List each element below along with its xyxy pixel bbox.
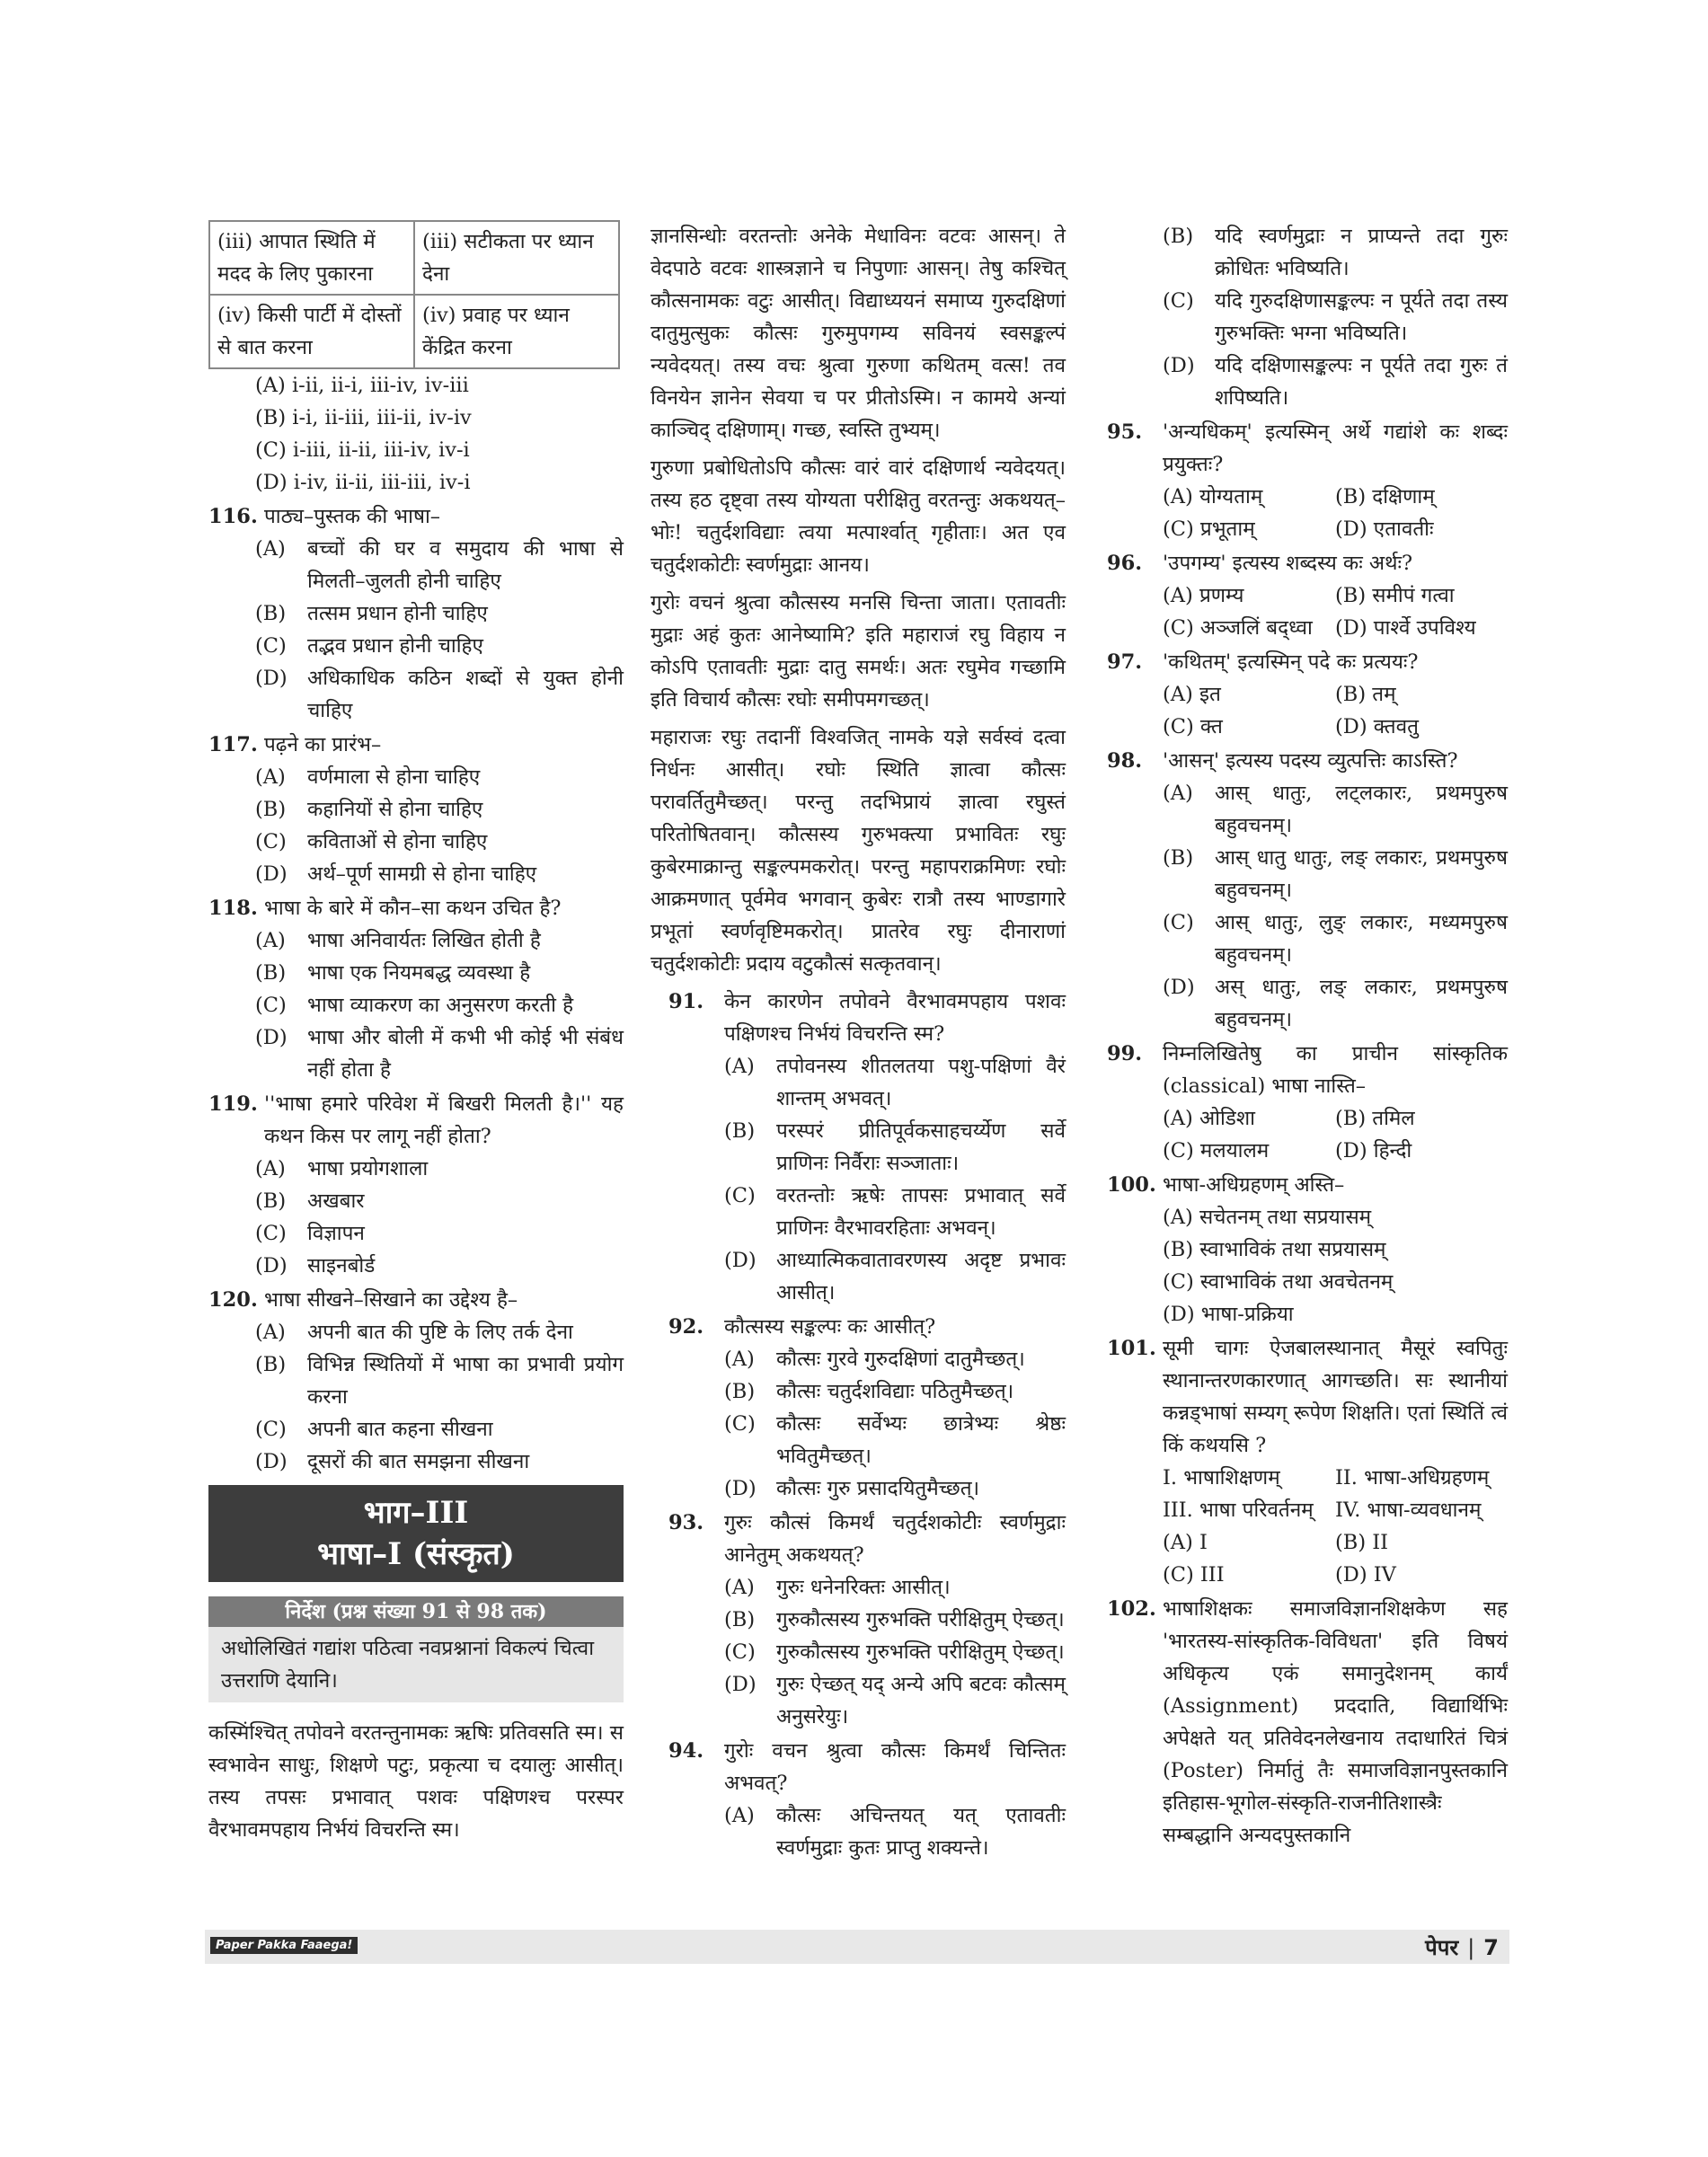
question-number: 92. [668,1315,704,1339]
passage-paragraph: गुरुणा प्रबोधितोऽपि कौत्सः वारं वारं दक्षिणार्थ न्यवेदयत्। तस्य हठ दृष्ट्वा तस्य योग्यता परीक्षितु वरतन्तुः अकथयत्–भोः! चतुर्दशविद्याः त्वया मत्पार्श्वात् गृहीताः। अत एव चतुर्दशकोटीः स्वर्णमुद्राः आनय। [650,456,1066,577]
section-subtitle: भाषा–I (संस्कृत) [317,1536,515,1572]
option [255,1217,624,1250]
option-label: (C) [255,1418,287,1441]
question-117 [208,729,624,761]
question-stem: 'अन्यधिकम्' इत्यस्मिन् अर्थे गद्यांशे कः शब्दः प्रयुक्तः? [1163,420,1508,476]
option [255,630,624,662]
question-number: 116. [208,505,258,528]
prev-options [208,369,624,499]
option-text: भाषा प्रयोगशाला [307,1157,429,1180]
footer-separator: | [1467,1935,1475,1960]
option-text: साइनबोर्ड [307,1254,376,1277]
question-100 [1107,1169,1508,1201]
option: (C) प्रभूताम् [1163,517,1255,541]
option: (A) प्रणम्य [1163,584,1244,607]
question-number: 117. [208,733,258,756]
section-title: भाग–III [363,1495,469,1531]
table-cell: (iv) प्रवाह पर ध्यान केंद्रित करना [414,295,619,368]
question-number: 120. [208,1288,258,1312]
option-label: (B) [1163,225,1194,248]
option [255,1413,624,1445]
option [255,1153,624,1185]
question-93 [668,1507,1066,1571]
option-label: (D) [255,862,288,886]
option-label: (C) [255,1222,287,1245]
question-stem: केन कारणेन तपोवने वैरभावमपहाय पशवः पक्षिणश्च निर्भयं विचरन्ति स्म? [724,990,1066,1046]
option: (D) हिन्दी [1335,1139,1412,1162]
table-row [209,295,619,368]
question-stem: कौत्सस्य सङ्कल्पः कः आसीत्? [724,1315,936,1339]
option-text: तत्सम प्रधान होनी चाहिए [307,602,488,625]
option [255,662,624,727]
page-number: 7 [1483,1935,1499,1960]
question-stem: भाषा के बारे में कौन–सा कथन उचित है? [264,897,562,920]
option-label: (B) [255,1189,287,1213]
option [724,1571,1066,1604]
passage-paragraph: महाराजः रघुः तदानीं विश्वजित् नामके यज्ञे सर्वस्वं दत्वा निर्धनः आसीत्। रघोः स्थिति ज्ञात्वा कौत्सः परावर्तितुमैच्छत्। परन्तु तदभिप्रायं ज्ञात्वा रघुस्तं परितोषितवान्। कौत्सस्य गुरुभक्त्या प्रभावितः रघुः कुबेरमाक्रान्तु सङ्कल्पमकरोत्। परन्तु महापराक्रमिणः रघोः आक्रमणात् पूर्वमेव भगवान् कुबेरः रात्रौ तस्य भाण्डागारे प्रभूतां स्वर्णवृष्टिमकरोत्। प्रातरेव रघुः दीनाराणां चतुर्दशकोटीः प्रदाय वटुकौत्सं सत्कृतवान्। [650,726,1066,976]
option-label: (A) [724,1055,755,1078]
question-stem: पाठ्य–पुस्तक की भाषा– [264,505,441,528]
option: (B) दक्षिणाम् [1335,485,1435,508]
option-text: आस् धातुः, लट्लकारः, प्रथमपुरुष बहुवचनम्। [1215,782,1508,837]
section-banner [208,1485,624,1582]
option [1163,285,1508,349]
option [1163,777,1508,842]
question-number: 95. [1107,420,1143,444]
option-label: (C) [724,1640,756,1664]
option-text: यदि दक्षिणासङ्कल्पः न पूर्यते तदा गुरुः तं शपिष्यति। [1215,354,1508,410]
question-number: 98. [1107,749,1143,773]
option: (A) ओडिशा [1163,1107,1255,1130]
table-cell: (iii) आपात स्थिति में मदद के लिए पुकारना [209,221,414,295]
option: (D) भाषा-प्रक्रिया [1163,1303,1294,1326]
option-label: (B) [724,1608,756,1631]
question-91 [668,986,1066,1050]
options [668,1799,1066,1864]
option-text: अस् धातुः, लङ् लकारः, प्रथमपुरुष बहुवचनम्। [1215,976,1508,1031]
option-row [1107,1526,1508,1559]
option: (C) मलयालम [1163,1139,1270,1162]
option: (B) II [1335,1531,1389,1554]
option-row [1107,1135,1508,1167]
option [255,858,624,890]
option-text: अर्थ–पूर्ण सामग्री से होना चाहिए [307,862,537,886]
option-label: (A) [255,765,286,789]
option-text: गुरुकौत्सस्य गुरुभक्ति परीक्षितुम् ऐच्छत्। [776,1608,1065,1631]
option-label: (B) [724,1119,756,1143]
question-number: 100. [1107,1173,1156,1197]
option: I. भाषाशिक्षणम् [1163,1466,1280,1490]
options [1107,220,1508,414]
option-text: भाषा एक नियमबद्ध व्यवस्था है [307,961,531,985]
option-label: (C) [255,994,287,1017]
options [668,1050,1066,1309]
option-label: (D) [1163,976,1195,999]
options [1107,1201,1508,1330]
option [255,1185,624,1217]
option-label: (C) [1163,911,1194,934]
option-row [1107,678,1508,711]
options [208,1153,624,1282]
option-text: तपोवनस्य शीतलतया पशु-पक्षिणां वैरं शान्तम् अभवत्। [776,1055,1066,1110]
option-label: (B) [255,602,287,625]
option-text: कौत्सः सर्वेभ्यः छात्रेभ्यः श्रेष्ठः भवितुमैच्छत्। [776,1412,1066,1468]
option-text: अखबार [307,1189,365,1213]
options [668,1343,1066,1505]
option [724,1180,1066,1244]
question-120 [208,1284,624,1316]
question-number: 119. [208,1092,258,1116]
page-footer [205,1930,1509,1964]
question-118 [208,892,624,924]
option-text: कहानियों से होना चाहिए [307,798,483,821]
table-row [209,221,619,295]
question-stem: भाषा सीखने–सिखाने का उद्देश्य है– [264,1288,518,1312]
option [255,793,624,826]
option-row [1107,1494,1508,1526]
option-text: कौत्सः गुरु प्रसादयितुमैच्छत्। [776,1477,980,1500]
option-label: (C) [724,1184,756,1207]
option: IV. भाषा-व्यवधानम् [1335,1498,1482,1522]
option-text: वर्णमाला से होना चाहिए [307,765,481,789]
question-stem: सूमी चागः ऐजबालस्थानात् मैसूरं स्वपितुः स्थानान्तरणकारणात् आगच्छति। सः स्थानीयां कन्नड्भाषां सम्यग् रूपेण शिक्षति। एतां स्थितिं त्वं किं कथयसि ? [1163,1337,1508,1457]
option: III. भाषा परिवर्तनम् [1163,1498,1314,1522]
question-number: 102. [1107,1597,1156,1621]
option-text: परस्परं प्रीतिपूर्वकसाहचर्य्येण सर्वे प्राणिनः निर्वैराः सञ्जाताः। [776,1119,1066,1175]
option-label: (A) [255,537,286,561]
question-98 [1107,745,1508,777]
brand-logo: Paper Pakka Faaega! [210,1937,358,1954]
option-label: (D) [1163,354,1195,377]
question-102 [1107,1593,1508,1852]
option: (D) IV [1335,1563,1396,1587]
option-text: भाषा अनिवार्यतः लिखित होती है [307,929,541,952]
question-stem: भाषा-अधिग्रहणम् अस्ति– [1163,1173,1345,1197]
option-label: (A) [724,1348,755,1371]
option-text: विज्ञापन [307,1222,365,1245]
left-column [208,220,624,1852]
option [724,1244,1066,1309]
table-cell: (iii) सटीकता पर ध्यान देना [414,221,619,295]
option: (D) पार्श्वे उपविश्य [1335,616,1476,640]
option: (B) स्वाभाविकं तथा सप्रयासम् [1163,1238,1386,1261]
option-label: (A) [724,1804,755,1827]
option-row [1107,1102,1508,1135]
question-119 [208,1088,624,1153]
option-row [1107,1462,1508,1494]
option-text: आध्यात्मिकवातावरणस्य अदृष्ट प्रभावः आसीत्। [776,1249,1066,1304]
question-101 [1107,1332,1508,1462]
option-label: (C) [255,830,287,853]
option [1163,220,1508,285]
option-label: (D) [724,1477,757,1500]
direction-text: अधोलिखितं गद्यांश पठित्वा नवप्रश्नानां विकल्पं चित्वा उत्तराणि देयानि। [208,1627,624,1702]
question-stem: गुरुः कौत्सं किमर्थं चतुर्दशकोटीः स्वर्णमुद्राः आनेतुम् अकथयत्? [724,1511,1066,1567]
option [255,957,624,989]
option-label: (D) [724,1249,757,1272]
option: (B) i-i, ii-iii, iii-ii, iv-iv [255,406,472,429]
match-table [208,220,620,369]
question-stem: 'उपगम्य' इत्यस्य शब्दस्य कः अर्थः? [1163,552,1413,575]
option: II. भाषा-अधिग्रहणम् [1335,1466,1490,1490]
option-label: (A) [255,929,286,952]
option-label: (A) [724,1576,755,1599]
option-text: कौत्सः अचिन्तयत् यत् एतावतीः स्वर्णमुद्राः कुतः प्राप्तु शक्यन्ते। [776,1804,1066,1860]
options [1107,777,1508,1036]
question-stem: गुरोः वचन श्रुत्वा कौत्सः किमर्थं चिन्तितः अभवत्? [724,1739,1066,1795]
option [255,1316,624,1348]
table-cell: (iv) किसी पार्टी में दोस्तों से बात करना [209,295,414,368]
option [255,533,624,597]
passage-paragraph: ज्ञानसिन्धोः वरतन्तोः अनेके मेधाविनः वटवः आसन्। ते वेदपाठे वटवः शास्त्रज्ञाने च निपुणाः आसन्। तेषु कश्चित् कौत्सनामकः वटुः आसीत्। विद्याध्ययनं समाप्य गुरुदक्षिणां दातुमुत्सुकः कौत्सः गुरुमुपगम्य सविनयं स्वसङ्कल्पं न्यवेदयत्। तस्य वचः श्रुत्वा गुरुणा कथितम् वत्स! तव विनयेन ज्ञानेन सेवया च पर प्रीतोऽस्मि। न कामये अन्यां काञ्चिद् दक्षिणाम्। गच्छ, स्वस्ति तुभ्यम्। [650,225,1066,442]
question-number: 118. [208,897,258,920]
options [208,533,624,727]
option-label: (D) [255,1254,288,1277]
option: (B) समीपं गत्वा [1335,584,1455,607]
option [255,1250,624,1282]
option-text: अपनी बात की पुष्टि के लिए तर्क देना [307,1321,573,1344]
option-label: (B) [255,798,287,821]
passage-paragraph: कस्मिंश्चित् तपोवने वरतन्तुनामकः ऋषिः प्रतिवसति स्म। स स्वभावेन साधुः, शिक्षणे पटुः, प्रकृत्या च दयालुः आसीत्। तस्य तपसः प्रभावात् पशवः पक्षिणश्च परस्पर वैरभावमपहाय निर्भयं विचरन्ति स्म। [208,1721,624,1842]
option-label: (B) [724,1380,756,1403]
option-text: तद्भव प्रधान होनी चाहिए [307,634,483,658]
option-label: (D) [255,667,288,690]
option-label: (B) [255,961,287,985]
option [724,1799,1066,1864]
option-label: (B) [255,1353,287,1376]
option-text: यदि गुरुदक्षिणासङ्कल्पः न पूर्यते तदा तस्य गुरुभक्तिः भग्ना भविष्यति। [1215,289,1508,345]
option-label: (C) [255,634,287,658]
option-label: (D) [255,1026,288,1049]
option [724,1343,1066,1375]
option: (A) सचेतनम् तथा सप्रयासम् [1163,1206,1372,1229]
page-info [1425,1932,1499,1962]
option [255,1445,624,1478]
option [1163,971,1508,1036]
option-row [1107,711,1508,743]
option-text: अधिकाधिक कठिन शब्दों से युक्त होनी चाहिए [307,667,624,722]
option: (C) i-iii, ii-ii, iii-iv, iv-i [255,438,470,462]
option-text: भाषा और बोली में कभी भी कोई भी संबंध नहीं होता है [307,1026,624,1082]
option: (A) i-ii, ii-i, iii-iv, iv-iii [255,374,469,397]
option-text: गुरुः ऐच्छत् यद् अन्ये अपि बटवः कौत्सम् अनुसरेयुः। [776,1673,1066,1728]
right-column [1107,220,1508,1852]
question-number: 99. [1107,1042,1143,1065]
options [208,1316,624,1478]
options [668,1571,1066,1733]
middle-column [650,220,1066,1864]
option-row [1107,1559,1508,1591]
option-text: दूसरों की बात समझना सीखना [307,1450,530,1473]
option: (A) I [1163,1531,1208,1554]
question-number: 97. [1107,650,1143,674]
option-label: (A) [255,1157,286,1180]
option-text: कविताओं से होना चाहिए [307,830,488,853]
question-116 [208,500,624,533]
option-text: अपनी बात कहना सीखना [307,1418,493,1441]
question-stem: ''भाषा हमारे परिवेश में बिखरी मिलती है।'' यह कथन किस पर लागू नहीं होता? [264,1092,624,1148]
option [1163,842,1508,906]
option-row [1107,612,1508,644]
option-label: (D) [724,1673,757,1696]
option-text: कौत्सः गुरवे गुरुदक्षिणां दातुमैच्छत्। [776,1348,1025,1371]
question-number: 93. [668,1511,704,1534]
option-row [1107,513,1508,545]
option [724,1115,1066,1180]
option [1163,349,1508,414]
option [255,924,624,957]
option-text: आस् धातु धातुः, लङ् लकारः, प्रथमपुरुष बहुवचनम्। [1215,846,1508,902]
option: (C) स्वाभाविकं तथा अवचेतनम् [1163,1270,1394,1294]
direction-heading: निर्देश (प्रश्न संख्या 91 से 98 तक) [208,1596,624,1627]
option [724,1668,1066,1733]
question-number: 94. [668,1739,704,1763]
option [255,597,624,630]
question-stem: 'कथितम्' इत्यस्मिन् पदे कः प्रत्ययः? [1163,650,1419,674]
option: (D) क्तवतु [1335,715,1419,738]
option: (A) इत [1163,683,1221,706]
option-text: बच्चों की घर व समुदाय की भाषा से मिलती–जुलती होनी चाहिए [307,537,624,593]
option-label: (B) [1163,846,1194,870]
question-number: 91. [668,990,704,1013]
question-number: 101. [1107,1337,1156,1360]
option-text: गुरुः धनेनरिक्तः आसीत्। [776,1576,951,1599]
option-label: (C) [724,1412,756,1436]
option-text: आस् धातुः, लुङ् लकारः, मध्यमपुरुष बहुवचनम्। [1215,911,1508,967]
option [255,1348,624,1413]
question-99 [1107,1038,1508,1102]
option: (D) एतावतीः [1335,517,1434,541]
question-94 [668,1735,1066,1799]
option: (C) III [1163,1563,1225,1587]
option-row [1107,579,1508,612]
option-text: वरतन्तोः ऋषेः तापसः प्रभावात् सर्वे प्राणिनः वैरभावरहिताः अभवन्। [776,1184,1066,1240]
option [255,761,624,793]
question-stem: 'आसन्' इत्यस्य पदस्य व्युत्पत्तिः काऽस्ति? [1163,749,1458,773]
option: (C) क्त [1163,715,1223,738]
options [208,761,624,890]
footer-label: पेपर [1425,1935,1459,1960]
option: (C) अञ्जलिं बद्ध्वा [1163,616,1313,640]
option [724,1472,1066,1505]
question-number: 96. [1107,552,1143,575]
option [255,826,624,858]
option: (A) योग्यताम् [1163,485,1263,508]
option-label: (C) [1163,289,1194,313]
option [724,1375,1066,1408]
option-text: विभिन्न स्थितियों में भाषा का प्रभावी प्रयोग करना [307,1353,624,1409]
question-92 [668,1311,1066,1343]
passage-paragraph: गुरोः वचनं श्रुत्वा कौत्सस्य मनसि चिन्ता जाता। एतावतीः मुद्राः अहं कुतः आनेष्यामि? इति महाराजं रघु विहाय न कोऽपि एतावतीः मुद्राः दातु समर्थः। अतः रघुमेव गच्छामि इति विचार्य कौत्सः रघोः समीपमगच्छत्। [650,591,1066,712]
option [724,1408,1066,1472]
question-96 [1107,547,1508,579]
question-stem: पढ़ने का प्रारंभ– [264,733,382,756]
option-row [1107,481,1508,513]
question-97 [1107,646,1508,678]
option [255,989,624,1021]
option: (D) i-iv, ii-ii, iii-iii, iv-i [255,471,471,494]
question-stem: भाषाशिक्षकः समाजविज्ञानशिक्षकेण सह 'भारतस्य-सांस्कृतिक-विविधता' इति विषयं अधिकृत्य एकं समानुदेशनम् कार्यं (Assignment) प्रददाति, विद्यार्थिभिः अपेक्षते यत् प्रतिवेदनलेखनाय तदाधारितं चित्रं (Poster) निर्मातुं तैः समाजविज्ञानपुस्तकानि इतिहास-भूगोल-संस्कृति-राजनीतिशास्त्रैः सम्बद्धानि अन्यदपुस्तकानि [1163,1597,1508,1847]
question-stem: निम्नलिखितेषु का प्राचीन सांस्कृतिक (classical) भाषा नास्ति– [1163,1042,1508,1098]
option: (B) तमिल [1335,1107,1415,1130]
option-label: (A) [255,1321,286,1344]
option [724,1050,1066,1115]
option: (B) तम् [1335,683,1396,706]
option-text: भाषा व्याकरण का अनुसरण करती है [307,994,574,1017]
option-label: (D) [255,1450,288,1473]
option [724,1604,1066,1636]
option-text: यदि स्वर्णमुद्राः न प्राप्यन्ते तदा गुरुः क्रोधितः भविष्यति। [1215,225,1508,280]
option-text: गुरुकौत्सस्य गुरुभक्ति परीक्षितुम् ऐच्छत्। [776,1640,1065,1664]
option [1163,906,1508,971]
option [724,1636,1066,1668]
option-label: (A) [1163,782,1193,805]
option-text: कौत्सः चतुर्दशविद्याः पठितुमैच्छत्। [776,1380,1014,1403]
options [208,924,624,1086]
option [255,1021,624,1086]
question-95 [1107,416,1508,481]
